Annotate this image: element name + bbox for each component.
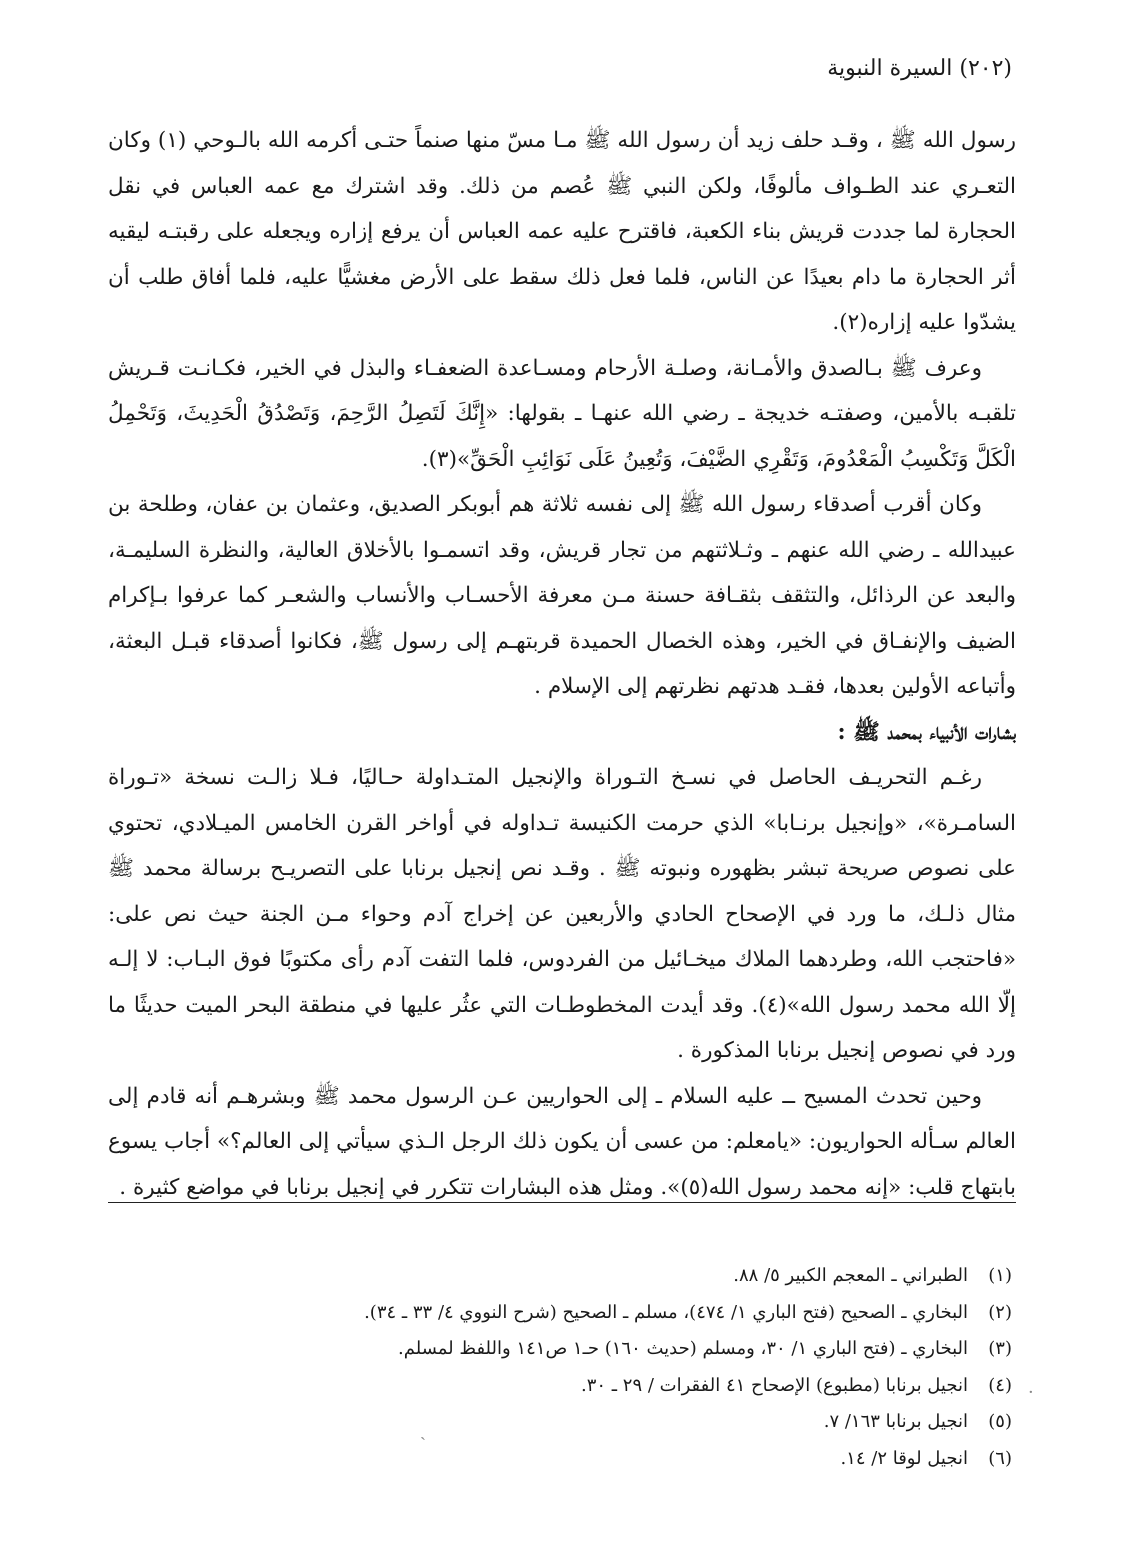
footnote-text: انجيل لوقا ٢/ ١٤.	[840, 1447, 968, 1469]
footnote-number: (٣)	[988, 1338, 1012, 1359]
paragraph-3: وكان أقرب أصدقاء رسول الله ﷺ إلى نفسه ثلاثة هم أبوبكر الصديق، وعثمان بن عفان، وطلحة بن عبيدالله ـ رضي الله عنهم ـ وثـلاثتهم من تجار قريش، وقد اتسمـوا بالأخلاق العالية، والنظرة السليمـة، والبعد عن الرذائل، والتثقف بثقـافة حسنة مـن معرفة الأحسـاب والأنساب والشعـر كما عرفوا بـإكرام الضيف والإنفـاق في الخير، وهذه الخصال الحميدة قربتهـم إلى رسول ﷺ، فكانوا أصدقاء قبـل البعثة، وأتباعه الأولين بعدها، فقـد هدتهم نظرتهم إلى الإسلام .	[108, 492, 1016, 699]
footnote-text: الطبراني ـ المعجم الكبير ٥/ ٨٨.	[733, 1265, 968, 1286]
footnote-number: (١)	[988, 1265, 1012, 1286]
footnote-text: البخاري ـ (فتح الباري ١/ ٣٠، ومسلم (حديث ١٦٠) حـ١ ص١٤١ واللفظ لمسلم.	[398, 1338, 968, 1359]
footnote-1	[112, 1258, 1012, 1295]
footnote-number: (٤)	[988, 1374, 1012, 1396]
footnote-2	[112, 1295, 1012, 1332]
scan-mark: ·	[1028, 1382, 1034, 1403]
footnote-5	[112, 1404, 1012, 1441]
footnote-number: (٢)	[988, 1301, 1012, 1323]
footnote-number: (٦)	[988, 1447, 1012, 1469]
scan-mark: ˏ	[420, 1420, 426, 1441]
footnotes	[112, 1258, 1012, 1477]
paragraph-2: وعرف ﷺ بـالصدق والأمـانة، وصلـة الأرحام ومسـاعدة الضعفـاء والبذل في الخير، فكـانـت قـريش تلقبـه بالأمين، وصفتـه خديجة ـ رضي الله عنهـا ـ بقولها: «إِنَّكَ لَتَصِلُ الرَّحِمَ، وَتَصْدُقُ الْحَدِيثَ، وَتَحْمِلُ الْكَلَّ وَتَكْسِبُ الْمَعْدُومَ، وَتَقْرِي الضَّيْفَ، وَتُعِينُ عَلَى نَوَائِبِ الْحَقِّ»(٣).	[108, 355, 1016, 472]
footnote-text: انجيل برنابا ١٦٣/ ٧.	[823, 1411, 968, 1432]
footnote-number: (٥)	[988, 1411, 1012, 1432]
footnote-text: انجيل برنابا (مطبوع) الإصحاح ٤١ الفقرات / ٢٩ ـ ٣٠.	[580, 1374, 968, 1396]
footnote-4	[112, 1368, 1012, 1405]
body-text	[108, 118, 1016, 1210]
footnote-divider	[108, 1202, 1016, 1203]
footnote-6	[112, 1441, 1012, 1478]
section-heading: بشارات الأنبياء بمحمد ﷺ :	[837, 718, 1016, 745]
footnote-3	[112, 1331, 1012, 1368]
running-head: (٢٠٢) السيرة النبوية	[827, 56, 1012, 81]
paragraph-5: وحين تحدث المسيح ــ عليه السلام ـ إلى الحواريين عـن الرسول محمد ﷺ وبشرهـم أنه قادم إلى العالم سـأله الحواريون: «يامعلم: من عسى أن يكون ذلك الرجل الـذي سيأتي إلى العالم؟» أجاب يسوع بابتهاج قلب: «إنه محمد رسول الله(٥)». ومثل هذه البشارات تتكرر في إنجيل برنابا في مواضع كثيرة .	[108, 1083, 1016, 1200]
paragraph-1: رسول الله ﷺ ، وقـد حلف زيد أن رسول الله ﷺ مـا مسّ منها صنماً حتـى أكرمه الله بالـوحي (١) وكان التعـري عند الطـواف مألوفًا، ولكن النبي ﷺ عُصم من ذلك. وقد اشترك مع عمه العباس في نقل الحجارة لما جددت قريش بناء الكعبة، فاقترح عليه عمه العباس أن يرفع إزاره ويجعله على رقبتـه ليقيه أثر الحجارة ما دام بعيدًا عن الناس، فلما فعل ذلك سقط على الأرض مغشيًّا عليه، فلما أفاق طلب أن يشدّوا عليه إزاره(٢).	[108, 128, 1017, 335]
paragraph-4: رغـم التحريـف الحاصل في نسـخ التـوراة والإنجيل المتـداولة حـاليًا، فـلا زالـت نسخة «تـوراة السامـرة»، «وإنجيل برنـابا» الذي حرمت الكنيسة تـداوله في أواخر القرن الخامس الميـلادي، تحتوي على نصوص صريحة تبشر بظهوره ونبوته ﷺ . وقـد نص إنجيل برنابا على التصريـح برسالة محمد ﷺ مثال ذلـك، ما ورد في الإصحاح الحادي والأربعين عن إخراج آدم وحواء مـن الجنة حيث نص على: «فاحتجب الله، وطردهما الملاك ميخـائيل من الفردوس، فلما التفت آدم رأى مكتوبًا فوق البـاب: لا إلـه إلّا الله محمد رسول الله»(٤). وقد أيدت المخطوطـات التي عثُر عليها في منطقة البحر الميت حديثًا ما ورد في نصوص إنجيل برنابا المذكورة .	[108, 765, 1016, 1063]
footnote-text: البخاري ـ الصحيح (فتح الباري ١/ ٤٧٤)، مسلم ـ الصحيح (شرح النووي ٤/ ٣٣ ـ ٣٤).	[364, 1301, 968, 1323]
